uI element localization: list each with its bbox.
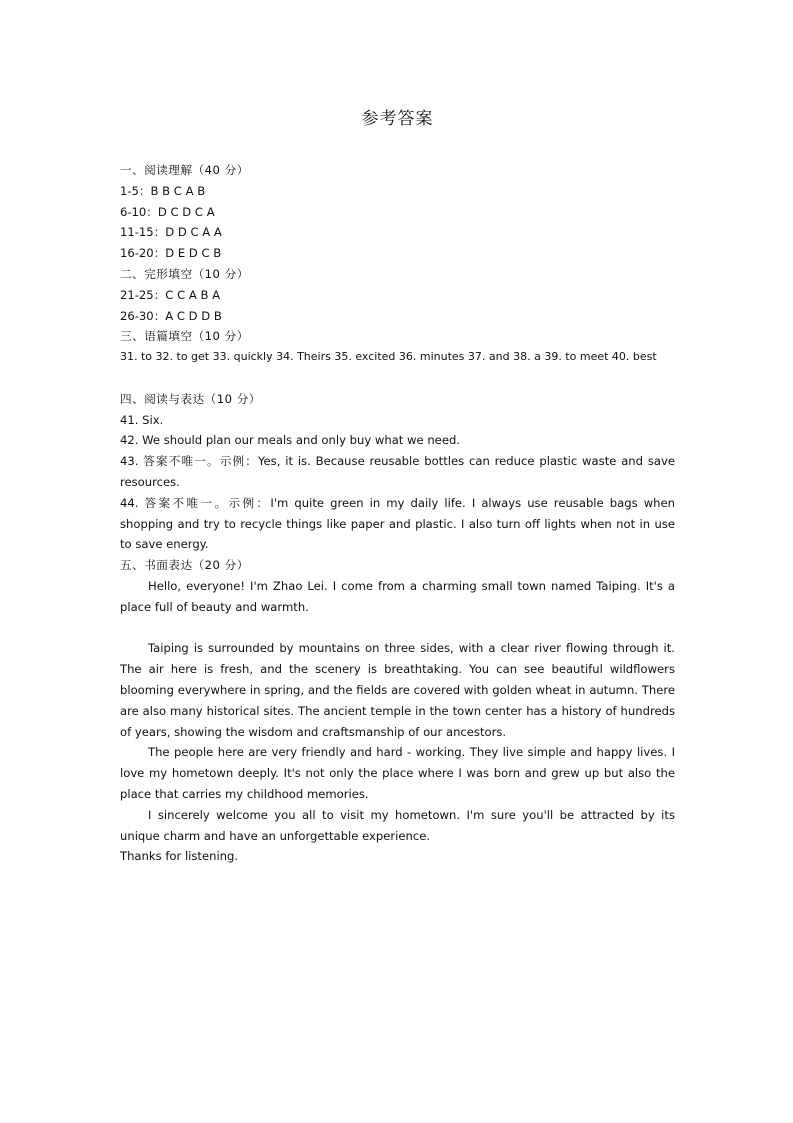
answer-line: 11-15：D D C A A [120,225,222,240]
answer-42: 42. We should plan our meals and only buy what we need. [120,433,460,448]
section-3-heading: 三、语篇填空（10 分） [120,329,249,344]
essay-paragraph-4: I sincerely welcome you all to visit my hometown. I'm sure you'll be attracted by its unique charm and have an unforgettable experience. [120,807,675,843]
answer-line: 6-10：D C D C A [120,204,215,219]
answer-44: 44. 答案不唯一。示例：I'm quite green in my daily life. I always use reusable bags when shopping and try to recycle things like paper and plastic. I also turn off lights when not in use to save energy. [120,495,675,552]
answer-41: 41. Six. [120,412,164,427]
section-4-heading: 四、阅读与表达（10 分） [120,391,261,406]
answer-43: 43. 答案不唯一。示例：Yes, it is. Because reusable bottles can reduce plastic waste and save resources. [120,454,675,489]
answer-line: 16-20：D E D C B [120,246,222,261]
answer-line: 26-30：A C D D B [120,308,222,323]
answer-line: 1-5：B B C A B [120,183,206,198]
section-2-heading: 二、完形填空（10 分） [120,266,249,281]
answer-line: 21-25：C C A B A [120,287,221,302]
essay-paragraph-1: Hello, everyone! I'm Zhao Lei. I come from a charming small town named Taiping. It's a place full of beauty and warmth. [120,578,675,614]
answer-body [120,160,675,867]
essay-paragraph-3: The people here are very friendly and hard - working. They live simple and happy lives. I love my hometown deeply. It's not only the place where I was born and grew up but also the place that carries my childhood memories. [120,745,675,801]
spacer [120,368,675,389]
essay-closing: Thanks for listening. [120,849,239,864]
essay-paragraph-2: Taiping is surrounded by mountains on three sides, with a clear river flowing through it. The air here is fresh, and the scenery is breathtaking. You can see beautiful wildflowers blooming everywhere in spring, and the fields are covered with golden wheat in autumn. There are also many historical sites. The ancient temple in the town center has a history of hundreds of years, showing the wisdom and craftsmanship of our ancestors. [120,641,675,739]
answer-line: 31. to 32. to get 33. quickly 34. Theirs 35. excited 36. minutes 37. and 38. a 39. to meet 40. best [120,350,657,364]
section-5-heading: 五、书面表达（20 分） [120,558,249,573]
spacer [120,618,675,639]
section-1-heading: 一、阅读理解（40 分） [120,163,249,177]
page-title: 参考答案 [361,109,434,129]
